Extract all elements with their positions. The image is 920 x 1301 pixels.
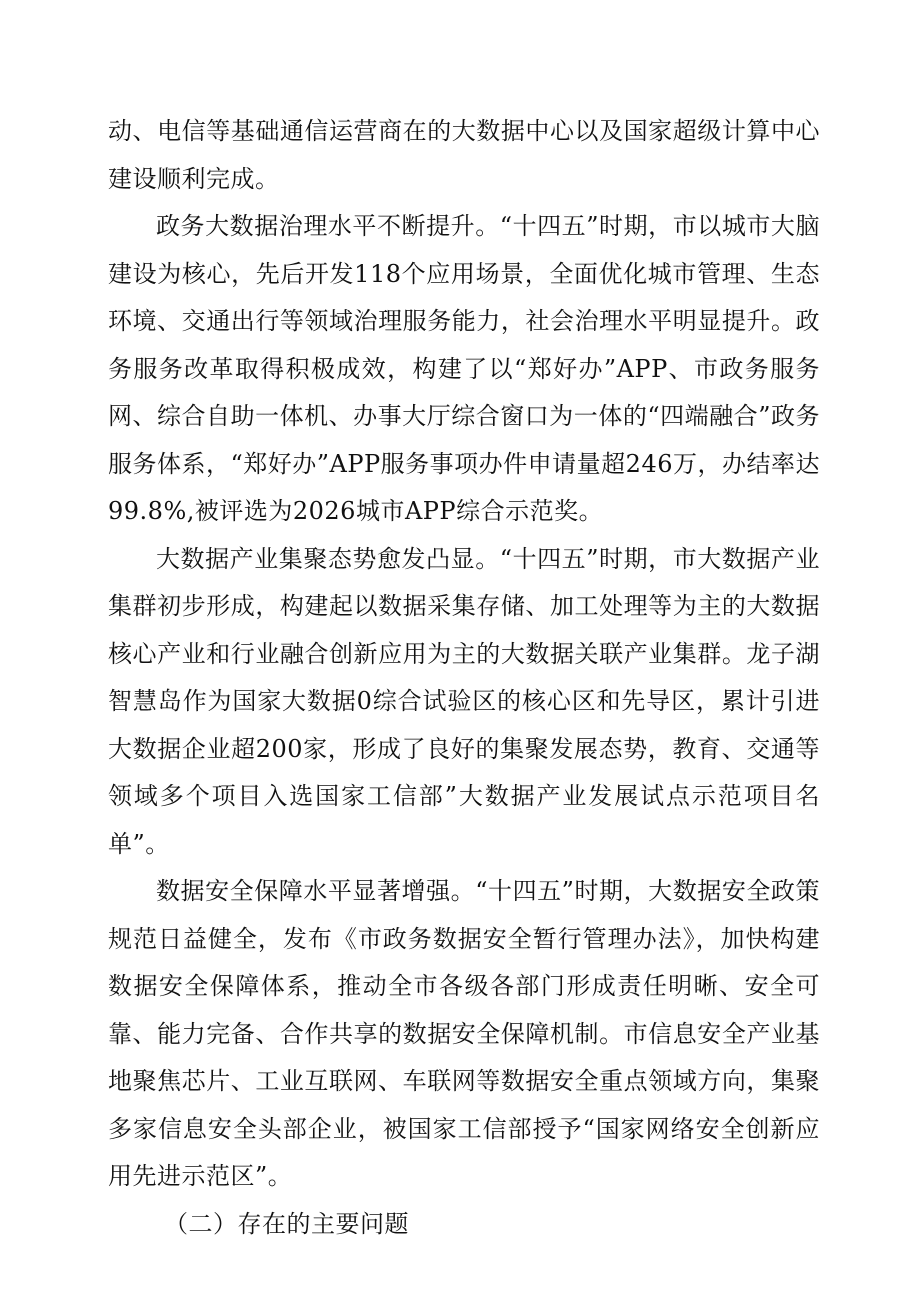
paragraph-government-data-governance: 政务大数据治理水平不断提升。“十四五”时期，市以城市大脑建设为核心，先后开发118个应用场景，全面优化城市管理、生态环境、交通出行等领域治理服务能力，社会治理水平明显提升。政务服务改革取得积极成效，构建了以“郑好办”APP、市政务服务网、综合自助一体机、办事大厅综合窗口为一体的“四端融合”政务服务体系，“郑好办”APP服务事项办件申请量超246万，办结率达99.8%,被评选为2026城市APP综合示范奖。 <box>108 212 820 525</box>
paragraph-industry-cluster: 大数据产业集聚态势愈发凸显。“十四五”时期，市大数据产业集群初步形成，构建起以数据采集存储、加工处理等为主的大数据核心产业和行业融合创新应用为主的大数据关联产业集群。龙子湖智慧岛作为国家大数据0综合试验区的核心区和先导区，累计引进大数据企业超200家，形成了良好的集聚发展态势，教育、交通等领域多个项目入选国家工信部”大数据产业发展试点示范项目名单”。 <box>108 544 820 858</box>
document-body <box>108 108 820 1248</box>
paragraph-data-security: 数据安全保障水平显著增强。“十四五”时期，大数据安全政策规范日益健全，发布《市政务数据安全暂行管理办法》，加快构建数据安全保障体系，推动全市各级各部门形成责任明晰、安全可靠、能力完备、合作共享的数据安全保障机制。市信息安全产业基地聚焦芯片、工业互联网、车联网等数据安全重点领域方向，集聚多家信息安全头部企业，被国家工信部授予“国家网络安全创新应用先进示范区”。 <box>108 877 820 1190</box>
paragraph-data-center-completion: 动、电信等基础通信运营商在的大数据中心以及国家超级计算中心建设顺利完成。 <box>108 117 820 193</box>
section-heading-main-problems: （二）存在的主要问题 <box>164 1209 409 1238</box>
